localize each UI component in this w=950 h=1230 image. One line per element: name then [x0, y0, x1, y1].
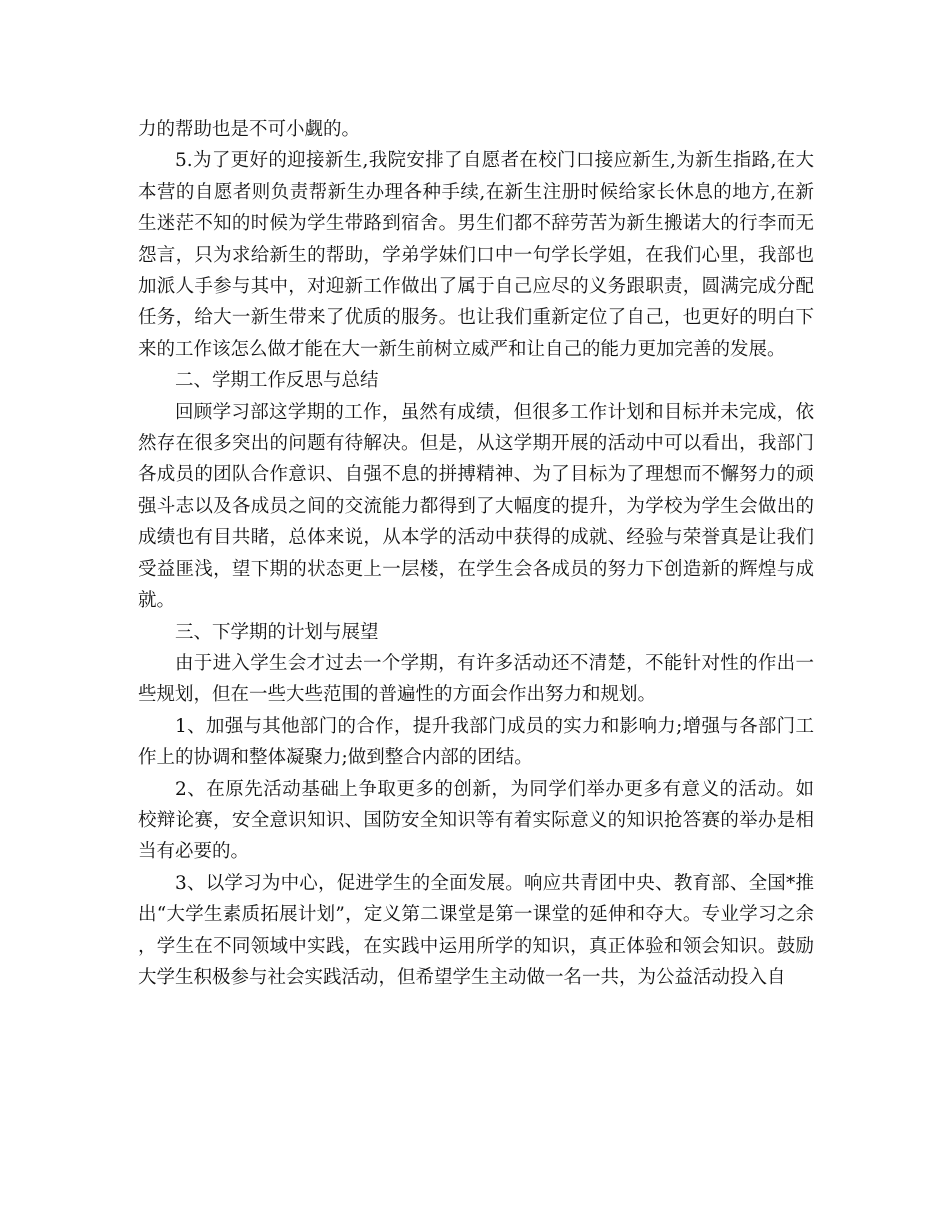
document-body	[138, 114, 814, 993]
paragraph-freshman-welcome: 5.为了更好的迎接新生,我院安排了自愿者在校门口接应新生,为新生指路,在大本营的自愿者则负责帮新生办理各种手续,在新生注册时候给家长休息的地方,在新生迷茫不知的时候为学生带路到宿舍。男生们都不辞劳苦为新生搬诺大的行李而无怨言，只为求给新生的帮助，学弟学妹们口中一句学长学姐，在我们心里，我部也加派人手参与其中，对迎新工作做出了属于自己应尽的义务跟职责，圆满完成分配任务，给大一新生带来了优质的服务。也让我们重新定位了自己，也更好的明白下来的工作该怎么做才能在大一新生前树立威严和让自己的能力更加完善的发展。	[138, 150, 814, 360]
paragraph-plan-item-2: 2、在原先活动基础上争取更多的创新，为同学们举办更多有意义的活动。如校辩论赛，安全意识知识、国防安全知识等有着实际意义的知识抢答赛的举办是相当有必要的。	[138, 778, 814, 863]
section-heading-reflection: 二、学期工作反思与总结	[175, 370, 379, 392]
paragraph-continuation: 力的帮助也是不可小觑的。	[138, 119, 361, 140]
section-heading-plan: 三、下学期的计划与展望	[175, 621, 379, 643]
paragraph-plan-item-1: 1、加强与其他部门的合作，提升我部门成员的实力和影响力;增强与各部门工作上的协调和整体凝聚力;做到整合内部的团结。	[138, 715, 814, 769]
paragraph-plan-intro: 由于进入学生会才过去一个学期，有许多活动还不清楚，不能针对性的作出一些规划，但在一些大些范围的普遍性的方面会作出努力和规划。	[138, 652, 814, 706]
paragraph-plan-item-3: 3、以学习为中心，促进学生的全面发展。响应共青团中央、教育部、全国*推出“大学生素质拓展计划”，定义第二课堂是第一课堂的延伸和夺大。专业学习之余，学生在不同领域中实践，在实践中运用所学的知识，真正体验和领会知识。鼓励大学生积极参与社会实践活动，但希望学生主动做一名一共，为公益活动投入自	[138, 872, 814, 988]
paragraph-reflection: 回顾学习部这学期的工作，虽然有成绩，但很多工作计划和目标并未完成，依然存在很多突出的问题有待解决。但是，从这学期开展的活动中可以看出，我部门各成员的团队合作意识、自强不息的拼搏精神、为了目标为了理想而不懈努力的顽强斗志以及各成员之间的交流能力都得到了大幅度的提升，为学校为学生会做出的成绩也有目共睹，总体来说，从本学的活动中获得的成就、经验与荣誉真是让我们受益匪浅，望下期的状态更上一层楼，在学生会各成员的努力下创造新的辉煌与成就。	[138, 401, 814, 612]
